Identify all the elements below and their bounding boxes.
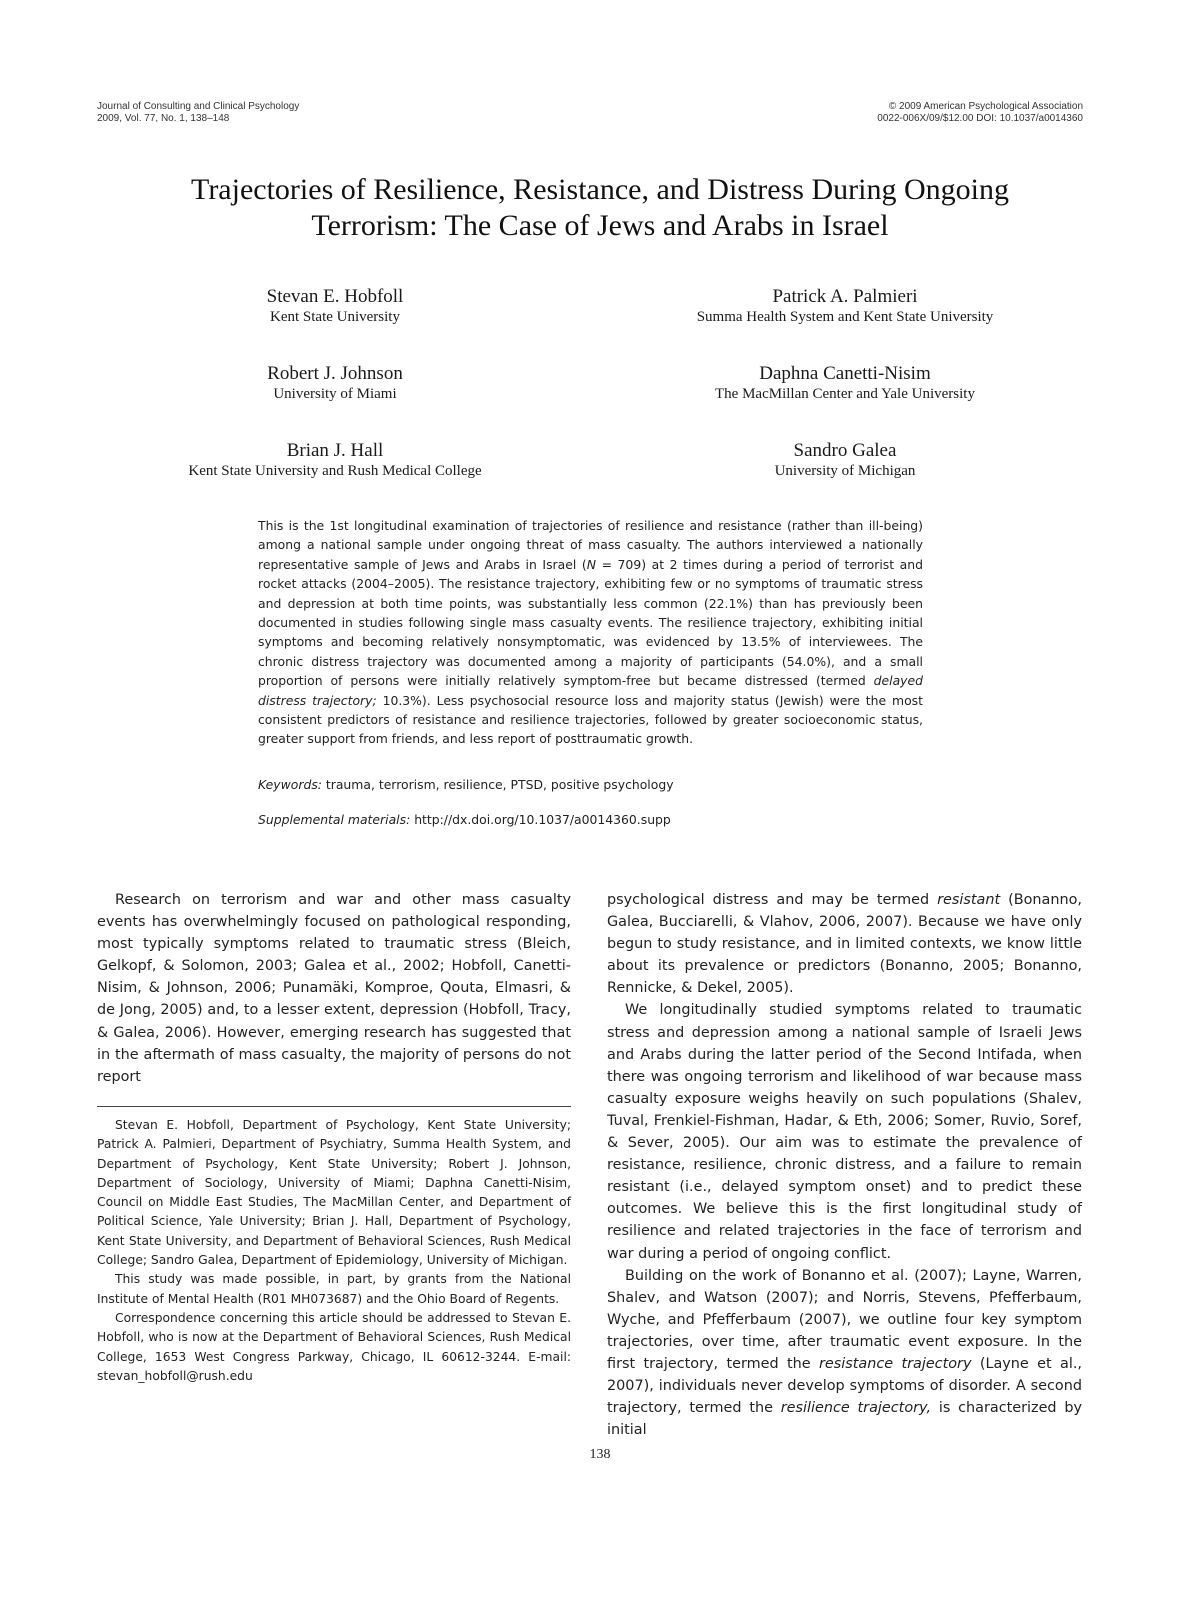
abstract-term: delayed distress trajectory;	[258, 673, 923, 708]
author-affiliation: University of Miami	[273, 386, 397, 402]
supplemental-materials	[258, 810, 923, 829]
footnote-divider	[97, 1106, 571, 1107]
title-line-1: Trajectories of Resilience, Resistance, and Distress During Ongoing	[191, 173, 1009, 206]
footnote-affiliations: Stevan E. Hobfoll, Department of Psychology, Kent State University; Patrick A. Palmieri, Department of Psychiatry, Summa Health System, and Department of Psychology, Kent State University; Robert J. Johnson, Department of Sociology, University of Miami; Daphna Canetti-Nisim, Council on Middle East Studies, The MacMillan Center, and Department of Political Science, Yale University; Brian J. Hall, Department of Psychology, Kent State University, and Department of Behavioral Sciences, Rush Medical College; Sandro Galea, Department of Epidemiology, University of Michigan.	[97, 1118, 571, 1268]
author-name: Daphna Canetti-Nisim	[759, 363, 931, 384]
body-text: (Bonanno, Galea, Bucciarelli, & Vlahov, 2006, 2007). Because we have only begun to study resistance, and in limited contexts, we know little about its prevalence or predictors (Bonanno, 2005; Bonanno, Rennicke, & Dekel, 2005).	[607, 892, 1082, 997]
body-text: Building on the work of Bonanno et al. (2007); Layne, Warren, Shalev, and Watson (2007); and Norris, Stevens, Pfefferbaum, Wyche, and Pfefferbaum (2007), we outline four key symptom trajectories, over time, after traumatic event exposure. In the first trajectory, termed the	[607, 1267, 1082, 1372]
doi-line: 0022-006X/09/$12.00 DOI: 10.1037/a0014360	[877, 113, 1083, 124]
body-text: psychological distress and may be termed	[607, 892, 938, 908]
footnote-correspondence: Correspondence concerning this article should be addressed to Stevan E. Hobfoll, who is now at the Department of Behavioral Sciences, Rush Medical College, 1653 West Congress Parkway, Chicago, IL 60612-3244. E-mail: stevan_hobfoll@rush.edu	[97, 1310, 571, 1383]
author-block	[640, 286, 1050, 327]
journal-header-right	[877, 101, 1083, 125]
author-block	[130, 286, 540, 327]
author-affiliation: University of Michigan	[774, 463, 916, 479]
body-term: resilience trajectory,	[780, 1400, 932, 1417]
author-affiliation: The MacMillan Center and Yale University	[715, 386, 975, 402]
journal-header-left	[97, 101, 299, 125]
body-paragraph	[607, 889, 1082, 999]
body-term: resistant	[937, 892, 1001, 908]
author-block	[130, 363, 540, 404]
title-line-2: Terrorism: The Case of Jews and Arabs in Israel	[311, 209, 889, 242]
article-title	[100, 172, 1100, 244]
body-paragraph: Research on terrorism and war and other mass casualty events has overwhelmingly focused on pathological responding, most typically symptoms related to traumatic stress (Bleich, Gelkopf, & Solomon, 2003; Galea et al., 2002; Hobfoll, Canetti-Nisim, & Johnson, 2006; Punamäki, Komproe, Qouta, Elmasri, & de Jong, 2005) and, to a lesser extent, depression (Hobfoll, Tracy, & Galea, 2006). However, emerging research has suggested that in the aftermath of mass casualty, the majority of persons do not report	[97, 892, 571, 1085]
author-name: Stevan E. Hobfoll	[266, 286, 404, 307]
journal-volume: 2009, Vol. 77, No. 1, 138–148	[97, 113, 230, 124]
author-block	[640, 440, 1050, 481]
abstract-text: This is the 1st longitudinal examination of trajectories of resilience and resistance (rather than ill-being) among a national sample under ongoing threat of mass casualty. The authors interviewed a nationally representative sample of Jews and Arabs in Israel (	[258, 518, 923, 572]
footnotes	[97, 1116, 571, 1386]
author-name: Patrick A. Palmieri	[772, 286, 918, 307]
body-paragraph: We longitudinally studied symptoms related to traumatic stress and depression among a national sample of Israeli Jews and Arabs during the latter period of the Second Intifada, when there was ongoing terrorism and likelihood of war because mass casualty exposure weighs heavily on such populations (Shalev, Tuval, Frenkiel-Fishman, Hadar, & Eth, 2006; Somer, Ruvio, Soref, & Sever, 2005). Our aim was to estimate the prevalence of resistance, resilience, chronic distress, and a failure to remain resistant (i.e., delayed symptom onset) and to predict these outcomes. We believe this is the first longitudinal study of resilience and related trajectories in the face of terrorism and war during a period of ongoing conflict.	[607, 1002, 1082, 1262]
keywords-text: trauma, terrorism, resilience, PTSD, positive psychology	[321, 777, 674, 792]
body-paragraph	[607, 1265, 1082, 1442]
footnote-funding: This study was made possible, in part, by grants from the National Institute of Mental Health (R01 MH073687) and the Ohio Board of Regents.	[97, 1272, 571, 1306]
author-block	[640, 363, 1050, 404]
author-affiliation: Summa Health System and Kent State University	[696, 309, 994, 325]
copyright-line: © 2009 American Psychological Association	[888, 101, 1083, 112]
body-column-left	[97, 889, 571, 1088]
abstract	[258, 516, 923, 749]
supplemental-url[interactable]: http://dx.doi.org/10.1037/a0014360.supp	[410, 812, 671, 827]
abstract-n-symbol: N	[586, 556, 596, 572]
body-column-right	[607, 889, 1082, 1441]
author-name: Brian J. Hall	[286, 440, 384, 461]
body-text: is characterized by initial	[607, 1400, 1082, 1439]
abstract-text: 10.3%). Less psychosocial resource loss and majority status (Jewish) were the most consistent predictors of resistance and resilience trajectories, followed by greater socioeconomic status, greater support from friends, and less report of posttraumatic growth.	[258, 692, 923, 747]
supplemental-label: Supplemental materials:	[258, 812, 411, 827]
author-name: Sandro Galea	[793, 440, 897, 461]
author-affiliation: Kent State University	[270, 309, 400, 325]
keywords-label: Keywords:	[258, 777, 322, 792]
keywords	[258, 775, 923, 794]
author-affiliation: Kent State University and Rush Medical College	[188, 463, 482, 479]
page-number: 138	[589, 1447, 611, 1462]
journal-name: Journal of Consulting and Clinical Psychology	[97, 101, 300, 112]
author-name: Robert J. Johnson	[267, 363, 403, 384]
body-text: (Layne et al., 2007), individuals never develop symptoms of disorder. A second trajectory, termed the	[607, 1355, 1082, 1417]
body-term: resistance trajectory	[818, 1355, 972, 1372]
author-block	[130, 440, 540, 481]
abstract-text: = 709) at 2 times during a period of terrorist and rocket attacks (2004–2005). The resistance trajectory, exhibiting few or no symptoms of traumatic stress and depression at both time points, was substantially less common (22.1%) than has previously been documented in studies following single mass casualty events. The resilience trajectory, exhibiting initial symptoms and becoming relatively nonsymptomatic, was evidenced by 13.5% of interviewees. The chronic distress trajectory was documented among a majority of participants (54.0%), and a small proportion of persons were initially relatively symptom-free but became distressed (termed	[258, 556, 923, 689]
